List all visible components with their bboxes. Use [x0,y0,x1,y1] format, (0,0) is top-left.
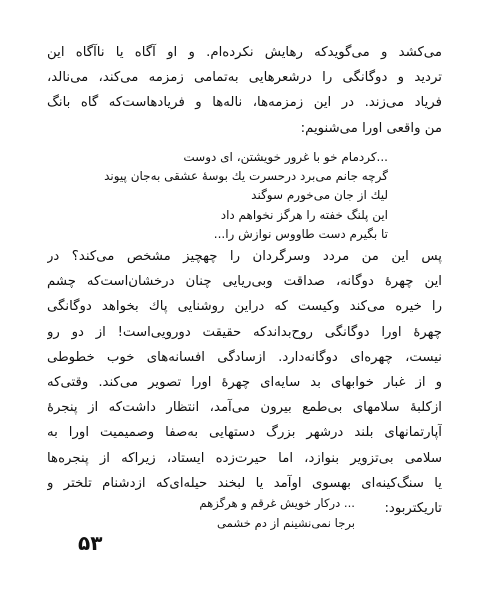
text-line: تاریکتربود: [384,501,442,517]
text-line: فریاد می‌زند. در این زمزمه‌ها، ناله‌ها و فریادهاست‌که گاه بانگ [47,95,442,111]
verse-line: ...کردمام خو با غرور خویشتن، ای دوست [183,150,388,164]
page-number: ۵۳ [78,531,103,555]
paragraph-1 [47,40,442,141]
text-line: چهرهٔ اورا دوگانگی روح‌بداندکه حقیقت دورویی‌است! از دو رو [47,324,442,340]
verse-line: این پلنگ خفته را هرگز نخواهم داد [220,207,388,222]
poem-excerpt-1 [88,148,388,244]
text-line: یا سنگ‌کینه‌ای بهسوی اوآمد یا لبخند حیله‌ای‌که ازدشنام تلختر و [47,475,442,491]
verse-line: برجا نمی‌نشینم از دم خشمی [217,516,355,530]
text-line: پس این من مردد وسرگردان را چهچیز مشخص می‌کند؟ در [47,249,442,264]
paragraph-2 [47,244,442,521]
text-line: سلامی بی‌تزویر بنوازد، اما حیرت‌زده ایستاد، زیراکه از پنجره‌ها [47,450,442,466]
text-line: نیست، چهره‌ای دوگانه‌دارد. ازسادگی افسانه‌های خوب خطوطی [47,349,442,365]
text-line: را خیره می‌کند وکیست که دراین روشنایی پاك بخواهد دوگانگی [47,299,442,315]
text-line: تردید و دوگانگی را درشعرهایی به‌تمامی زمزمه می‌کند، می‌نالد، [47,70,442,86]
poem-excerpt-2 [125,493,355,533]
text-line: و از غبار خوابهای بد سایه‌ای چهرهٔ اورا تصویر می‌کند. وقتی‌که [47,375,442,391]
text-line: ازکلبهٔ سلامهای بی‌طمع بیرون می‌آمد، انتظار داشت‌که از پنجرهٔ [47,400,442,416]
verse-line: ... درکار خویش غرقم و هرگزهم [199,496,355,510]
verse-line: گرچه جانم می‌برد درحسرت یك بوسهٔ عشقی به‌جان پیوند [104,169,388,184]
text-line: این چهرهٔ دوگانه، صداقت وبی‌ریایی چنان درخشان‌است‌که چشم [47,274,442,290]
text-line: آپارتمانهای بلند درشهر بزرگ دستهایی به‌صفا وصمیمیت اورا به [47,425,442,441]
verse-line: لیك از جان می‌خورم سوگند [251,188,388,203]
text-line: می‌کشد و می‌گویدکه رهایش نکرده‌ام. و او آگاه یا ناآگاه این [47,45,442,60]
text-line: من واقعی اورا می‌شنویم: [300,120,442,136]
verse-line: تا بگیرم دست طاووس نوازش را... [213,226,388,241]
